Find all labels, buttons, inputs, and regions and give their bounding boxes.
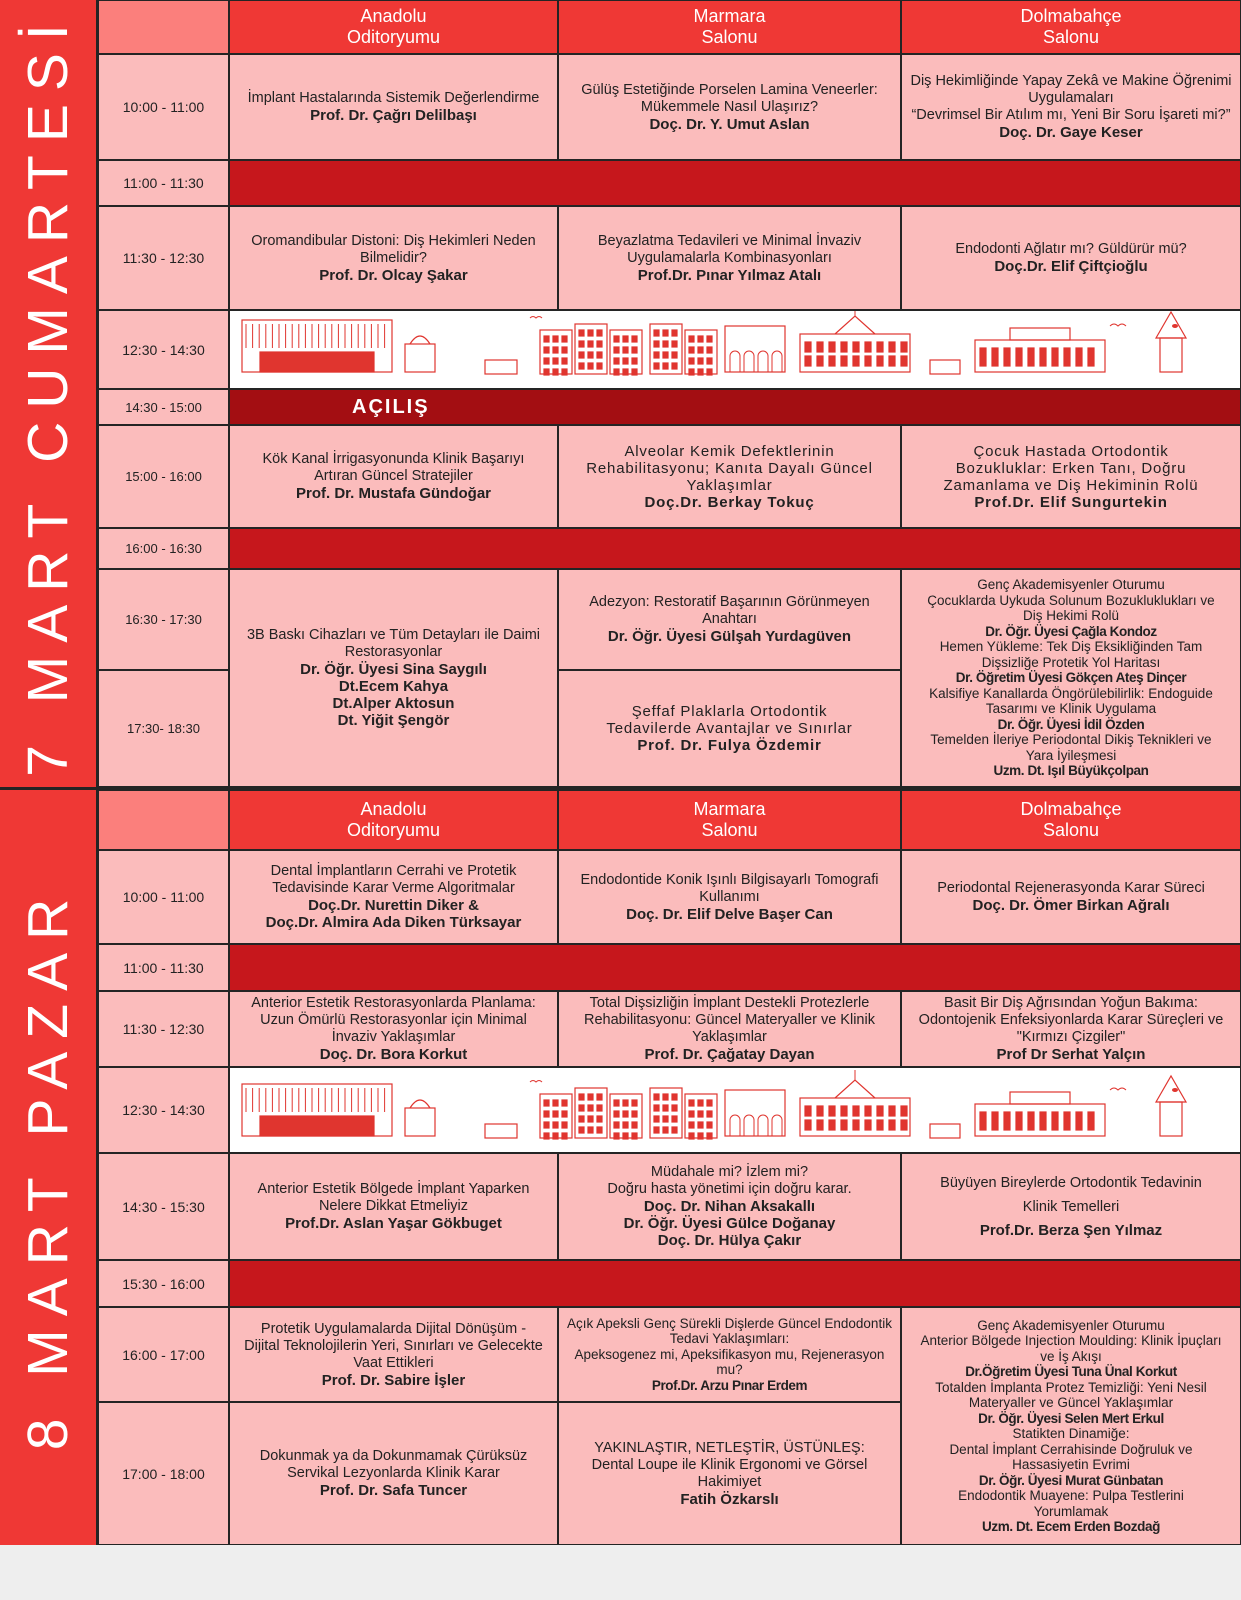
session-title-line: İnvaziv Yaklaşımlar <box>331 1029 456 1045</box>
session-title-line: Açık Apeksli Genç Sürekli Dişlerde Güncel Endodontik <box>567 1315 892 1331</box>
session-title-line: Müdahale mi? İzlem mi? <box>650 1164 809 1180</box>
session-cell <box>229 1307 558 1402</box>
session-cell <box>229 425 558 528</box>
speaker-name: Prof.Dr. Elif Sungurtekin <box>974 493 1168 511</box>
lunch-illustration-band <box>229 1067 1241 1153</box>
hall-type: Salonu <box>1042 820 1100 840</box>
speaker-name: Dr. Öğr. Üyesi Sina Saygılı <box>300 661 487 678</box>
session-title-line: Artıran Güncel Stratejiler <box>314 468 473 484</box>
session-title-line: Mükemmele Nasıl Ulaşırız? <box>640 98 819 115</box>
session-title-line: Endodontide Konik Işınlı Bilgisayarlı Tomografi <box>580 871 879 888</box>
session-cell <box>229 1402 558 1545</box>
session-title-line: Periodontal Rejenerasyonda Karar Süreci <box>937 880 1205 896</box>
session-cell <box>229 850 558 944</box>
istanbul-skyline-illustration <box>230 1068 1241 1153</box>
session-title-line: Doğru hasta yönetimi için doğru karar. <box>607 1181 852 1197</box>
session-title-line: Dokunmak ya da Dokunmamak Çürüksüz <box>259 1448 528 1464</box>
session-title-line: Oromandibular Distoni: Diş Hekimleri Neden <box>251 232 536 249</box>
time-slot: 16:00 - 17:00 <box>98 1307 229 1402</box>
hall-type: Salonu <box>1042 27 1100 47</box>
speaker-name: Dr. Öğr. Üyesi Selen Mert Erkul <box>978 1410 1164 1426</box>
session-cell <box>558 1153 901 1260</box>
time-slot: 14:30 - 15:30 <box>98 1153 229 1260</box>
session-title-line: Totalden İmplanta Protez Temizliği: Yeni Nesil <box>935 1379 1207 1395</box>
session-cell <box>901 1153 1241 1260</box>
session-title-line: Hakimiyet <box>697 1473 762 1490</box>
session-title-line: Odontojenik Enfeksiyonlarda Karar Süreçleri ve <box>918 1012 1224 1028</box>
speaker-name: Prof. Dr. Safa Tuncer <box>319 1482 468 1499</box>
session-title-line: Beyazlatma Tedavileri ve Minimal İnvaziv <box>597 232 862 249</box>
session-title-line: Yorumlamak <box>1033 1503 1109 1519</box>
session-cell <box>901 991 1241 1067</box>
session-cell <box>901 850 1241 944</box>
speaker-name: Dr. Öğr. Üyesi Gülşah Yurdagüven <box>607 628 852 645</box>
day2-hall-anadolu <box>229 790 558 850</box>
session-title-line: Kullanımı <box>699 888 760 905</box>
speaker-name: Doç.Dr. Almira Ada Diken Türksayar <box>265 914 522 931</box>
day2-hall-marmara <box>558 790 901 850</box>
day2-label: 8 MART PAZAR <box>16 885 80 1450</box>
day1-hall-anadolu <box>229 0 558 54</box>
day1-label: 7 MART CUMARTESİ <box>16 11 80 777</box>
speaker-name: Doç. Dr. Y. Umut Aslan <box>649 115 810 133</box>
speaker-name: Prof. Dr. Çağrı Delilbaşı <box>310 107 477 124</box>
time-slot: 17:30- 18:30 <box>98 670 229 787</box>
hall-type: Oditoryumu <box>346 27 441 47</box>
time-slot: 10:00 - 11:00 <box>98 54 229 160</box>
time-slot: 16:00 - 16:30 <box>98 528 229 569</box>
speaker-name: Dr. Öğr. Üyesi Murat Günbatan <box>978 1472 1164 1488</box>
session-cell <box>558 991 901 1067</box>
session-title-line: Tasarımı ve Klinik Uygulama <box>985 701 1157 717</box>
session-title-line: Nelere Dikkat Etmeliyiz <box>318 1198 469 1214</box>
session-cell <box>558 670 901 787</box>
time-slot: 10:00 - 11:00 <box>98 850 229 944</box>
session-title-line: Şeffaf Plaklarla Ortodontik <box>631 703 828 720</box>
session-title-line: Total Dişsizliğin İmplant Destekli Protezlerle <box>589 995 870 1011</box>
session-title-line: Tedavilerde Avantajlar ve Sınırlar <box>606 720 853 737</box>
speaker-name: Uzm. Dt. Ecem Erden Bozdağ <box>982 1519 1160 1534</box>
day2-hall-dolmabahce <box>901 790 1241 850</box>
young-academics-session <box>901 569 1241 787</box>
lunch-illustration-band <box>229 310 1241 389</box>
session-cell <box>229 991 558 1067</box>
time-slot: 15:00 - 16:00 <box>98 425 229 528</box>
session-title-line: Basit Bir Diş Ağrısından Yoğun Bakıma: <box>944 995 1198 1011</box>
coffee-break-bar <box>229 944 1241 991</box>
session-title-line: Anterior Bölgede Injection Moulding: Klinik İpuçları <box>920 1333 1222 1348</box>
session-cell <box>558 1307 901 1402</box>
speaker-name: Dr. Öğr. Üyesi İdil Özden <box>997 716 1145 732</box>
day2-band <box>0 790 98 1545</box>
session-title-line: Tedavisinde Karar Verme Algoritmalar <box>272 880 515 896</box>
opening-label: AÇILIŞ <box>352 395 430 418</box>
session-cell <box>558 206 901 310</box>
speaker-name: Prof. Dr. Fulya Özdemir <box>637 737 822 754</box>
session-title-line: Anterior Estetik Restorasyonlarda Planlama: <box>251 995 536 1011</box>
speaker-name: Dr. Öğr. Üyesi Gülce Doğanay <box>623 1215 836 1232</box>
session-title-line: Apeksogenez mi, Apeksifikasyon mu, Rejenerasyon <box>574 1346 885 1362</box>
session-cell <box>901 206 1241 310</box>
session-title-line: İmplant Hastalarında Sistemik Değerlendirme <box>247 90 540 106</box>
session-title-line: Anahtarı <box>702 611 757 627</box>
session-title-line: Bilmelidir? <box>360 249 427 266</box>
session-title-line: YAKINLAŞTIR, NETLEŞTİR, ÜSTÜNLEŞ: <box>594 1439 865 1456</box>
session-title-line: Dental İmplant Cerrahisinde Doğruluk ve <box>949 1441 1193 1457</box>
session-title-line: Endodontik Muayene: Pulpa Testlerini <box>958 1488 1184 1503</box>
session-title-line: Tedavi Yaklaşımları: <box>669 1331 790 1347</box>
speaker-name: Doç.Dr. Elif Çiftçioğlu <box>994 258 1148 275</box>
time-slot: 11:00 - 11:30 <box>98 160 229 206</box>
session-cell <box>558 1402 901 1545</box>
speaker-name: Uzm. Dt. Işıl Büyükçolpan <box>993 763 1149 779</box>
speaker-name: Dr. Öğr. Üyesi Çağla Kondoz <box>985 623 1157 639</box>
hall-type: Salonu <box>701 27 758 47</box>
time-slot: 11:30 - 12:30 <box>98 206 229 310</box>
opening-ceremony-bar <box>229 389 1241 425</box>
speaker-name: Doç.Dr. Nurettin Diker & <box>308 897 479 914</box>
session-title-line: Dişsizliğe Protetik Yol Haritası <box>981 654 1161 670</box>
time-slot: 17:00 - 18:00 <box>98 1402 229 1545</box>
session-title-line: Dijital Teknolojilerin Yeri, Sınırları ve Gelecekte <box>244 1337 543 1354</box>
young-academics-session <box>901 1307 1241 1545</box>
time-slot: 14:30 - 15:00 <box>98 389 229 425</box>
session-title-line: Genç Akademisyenler Oturumu <box>977 1317 1165 1333</box>
session-cell <box>229 206 558 310</box>
hall-name: Dolmabahçe <box>1020 6 1122 26</box>
session-title-line: Diş Hekimliğinde Yapay Zekâ ve Makine Öğrenimi <box>910 73 1232 89</box>
day1-hall-dolmabahce <box>901 0 1241 54</box>
session-title-line: Servikal Lezyonlarda Klinik Karar <box>287 1465 500 1481</box>
speaker-name: Doç. Dr. Ömer Birkan Ağralı <box>972 897 1170 914</box>
speaker-name: Prof. Dr. Mustafa Gündoğar <box>295 485 491 502</box>
day1-header-blank <box>98 0 229 54</box>
session-title-line: Gülüş Estetiğinde Porselen Lamina Veneerler: <box>581 81 878 98</box>
session-title-line: Yaklaşımlar <box>692 1029 767 1045</box>
session-title-line: Kök Kanal İrrigasyonunda Klinik Başarıyı <box>262 451 525 467</box>
session-cell <box>229 54 558 160</box>
speaker-name: Prof.Dr. Aslan Yaşar Gökbuget <box>285 1215 502 1232</box>
speaker-name: Prof.Dr. Pınar Yılmaz Atalı <box>637 266 822 284</box>
session-title-line: Çocuk Hastada Ortodontik <box>973 442 1169 460</box>
session-title-line: Restorasyonlar <box>344 644 443 660</box>
session-title-line: Temelden İleriye Periodontal Dikiş Teknikleri ve <box>930 732 1212 748</box>
session-cell <box>558 850 901 944</box>
session-title-line: Alveolar Kemik Defektlerinin <box>624 442 835 460</box>
session-title-line: Uygulamalarla Kombinasyonları <box>627 249 832 266</box>
hall-name: Dolmabahçe <box>1020 799 1122 819</box>
time-slot: 11:30 - 12:30 <box>98 991 229 1067</box>
session-title-line: Rehabilitasyonu; Kanıta Dayalı Güncel <box>586 459 873 477</box>
speaker-name: Dr.Öğretim Üyesi Tuna Ünal Korkut <box>965 1364 1177 1379</box>
session-title-line: Diş Hekimi Rolü <box>1022 608 1120 624</box>
hall-name: Anadolu <box>360 6 427 26</box>
session-title-line: Uzun Ömürlü Restorasyonlar için Minimal <box>260 1012 527 1028</box>
session-title-line: Protetik Uygulamalarda Dijital Dönüşüm - <box>260 1320 527 1337</box>
session-cell <box>229 569 558 787</box>
session-title-line: “Devrimsel Bir Atılım mı, Yeni Bir Soru İşareti mi?” <box>911 107 1231 123</box>
hall-name: Marmara <box>693 799 766 819</box>
coffee-break-bar <box>229 160 1241 206</box>
session-title-line: Uygulamaları <box>1028 90 1114 106</box>
session-title-line: Materyaller ve Güncel Yaklaşımlar <box>968 1395 1174 1410</box>
session-title-line: 3B Baskı Cihazları ve Tüm Detayları ile Daimi <box>246 627 541 643</box>
coffee-break-bar <box>229 1260 1241 1307</box>
session-title-line: Vaat Ettikleri <box>353 1354 434 1371</box>
speaker-name: Prof Dr Serhat Yalçın <box>996 1046 1146 1063</box>
speaker-name: Prof. Dr. Sabire İşler <box>321 1371 466 1389</box>
speaker-name: Prof. Dr. Olcay Şakar <box>319 266 468 284</box>
speaker-name: Doç. Dr. Elif Delve Başer Can <box>626 905 833 923</box>
session-title-line: Adezyon: Restoratif Başarının Görünmeyen <box>589 594 870 610</box>
session-cell <box>558 54 901 160</box>
speaker-name: Dt. Yiğit Şengör <box>337 712 450 729</box>
session-title-line: Genç Akademisyenler Oturumu <box>977 577 1165 593</box>
session-title-line: Klinik Temelleri <box>1022 1198 1120 1215</box>
speaker-name: Doç. Dr. Nihan Aksakallı <box>643 1198 816 1215</box>
session-title-line: "Kırmızı Çizgiler" <box>1016 1029 1126 1045</box>
day1-hall-marmara <box>558 0 901 54</box>
istanbul-skyline-illustration <box>230 311 1241 389</box>
day2-header-blank <box>98 790 229 850</box>
session-title-line: Zamanlama ve Diş Hekiminin Rolü <box>943 476 1199 494</box>
session-title-line: Kalsifiye Kanallarda Öngörülebilirlik: Endoguide <box>929 685 1213 701</box>
speaker-name: Doç.Dr. Berkay Tokuç <box>644 493 815 511</box>
speaker-name: Dr. Öğretim Üyesi Gökçen Ateş Dinçer <box>955 670 1187 686</box>
speaker-name: Fatih Özkarslı <box>680 1490 779 1508</box>
session-title-line: Büyüyen Bireylerde Ortodontik Tedavinin <box>940 1174 1202 1191</box>
speaker-name: Dt.Ecem Kahya <box>338 678 449 695</box>
hall-type: Salonu <box>701 820 758 840</box>
session-title-line: Yara İyileşmesi <box>1025 747 1117 763</box>
speaker-name: Doç. Dr. Bora Korkut <box>319 1046 468 1063</box>
day1-band <box>0 0 98 788</box>
speaker-name: Prof.Dr. Arzu Pınar Erdem <box>651 1377 808 1393</box>
hall-name: Anadolu <box>360 799 427 819</box>
session-title-line: Hemen Yükleme: Tek Diş Eksikliğinden Tam <box>939 639 1203 655</box>
speaker-name: Prof. Dr. Çağatay Dayan <box>644 1046 815 1063</box>
session-title-line: Rehabilitasyonu: Güncel Materyaller ve Klinik <box>584 1012 875 1028</box>
hall-name: Marmara <box>693 6 766 26</box>
speaker-name: Doç. Dr. Hülya Çakır <box>657 1232 802 1249</box>
session-title-line: Bozukluklar: Erken Tanı, Doğru <box>955 459 1187 477</box>
time-slot: 11:00 - 11:30 <box>98 944 229 991</box>
time-slot: 12:30 - 14:30 <box>98 310 229 389</box>
session-cell <box>558 425 901 528</box>
session-title-line: ve İş Akışı <box>1040 1348 1102 1364</box>
speaker-name: Prof.Dr. Berza Şen Yılmaz <box>979 1221 1163 1239</box>
session-cell <box>558 569 901 670</box>
session-cell <box>229 1153 558 1260</box>
session-title-line: Endodonti Ağlatır mı? Güldürür mü? <box>955 241 1187 257</box>
speaker-name: Dt.Alper Aktosun <box>332 695 455 712</box>
time-slot: 15:30 - 16:00 <box>98 1260 229 1307</box>
speaker-name: Doç. Dr. Gaye Keser <box>999 124 1143 141</box>
session-title-line: Çocuklarda Uykuda Solunum Bozukluklukları ve <box>927 592 1215 608</box>
session-title-line: Statikten Dinamiğe: <box>1012 1426 1130 1441</box>
session-title-line: Dental Loupe ile Klinik Ergonomi ve Görsel <box>591 1456 868 1473</box>
session-title-line: Hassasiyetin Evrimi <box>1012 1457 1130 1472</box>
session-cell <box>901 425 1241 528</box>
time-slot: 12:30 - 14:30 <box>98 1067 229 1153</box>
hall-type: Oditoryumu <box>346 820 441 840</box>
session-title-line: mu? <box>716 1362 743 1378</box>
session-title-line: Yaklaşımlar <box>686 476 773 494</box>
coffee-break-bar <box>229 528 1241 569</box>
session-cell <box>901 54 1241 160</box>
time-slot: 16:30 - 17:30 <box>98 569 229 670</box>
session-title-line: Anterior Estetik Bölgede İmplant Yaparken <box>257 1181 530 1197</box>
session-title-line: Dental İmplantların Cerrahi ve Protetik <box>270 863 517 879</box>
